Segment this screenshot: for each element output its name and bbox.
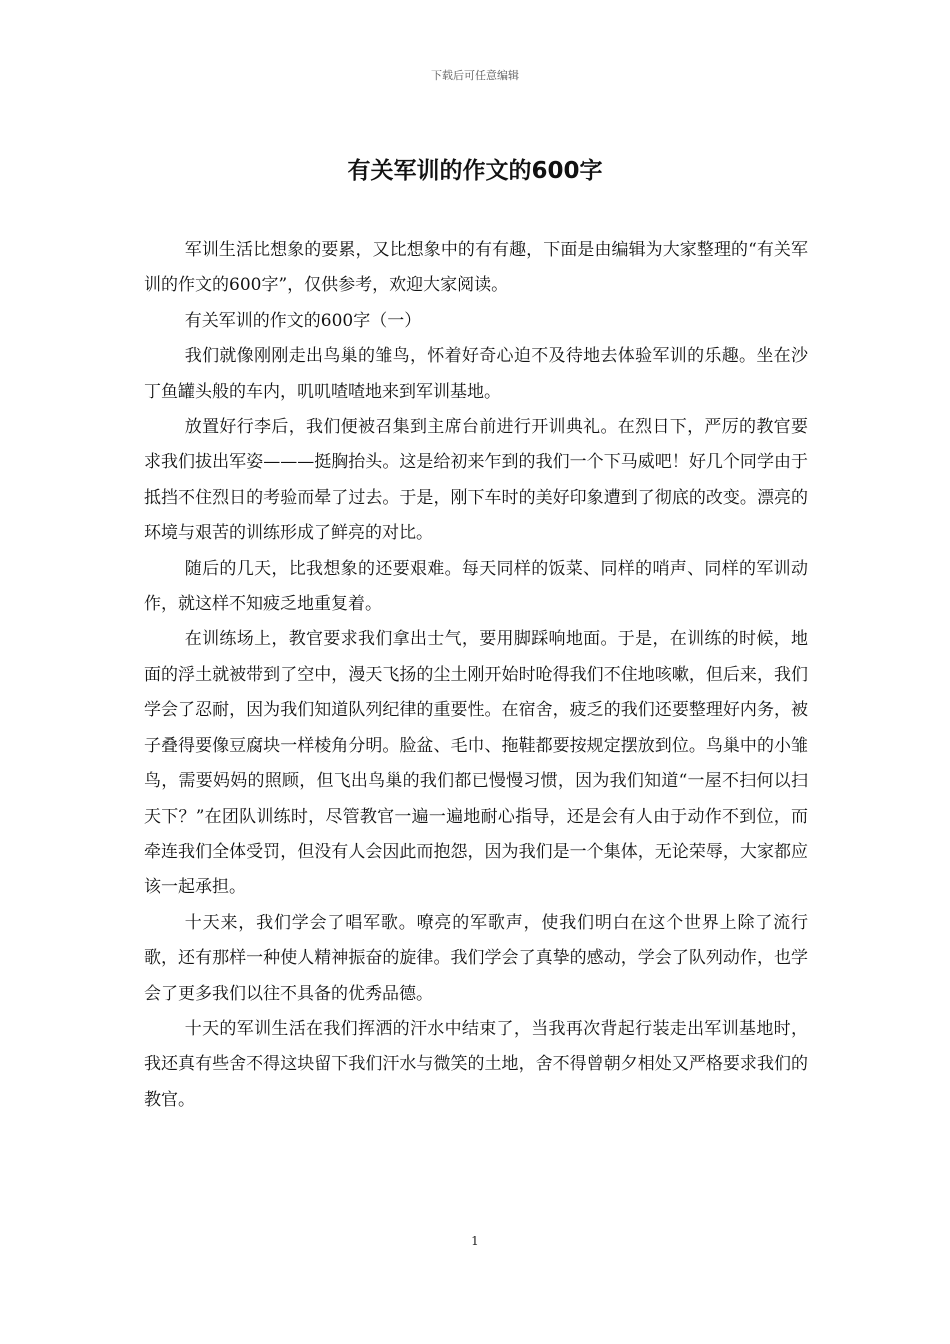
document-title: 有关军训的作文的600字 xyxy=(347,158,603,184)
paragraph-7: 十天的军训生活在我们挥洒的汗水中结束了，当我再次背起行装走出军训基地时，我还真有些舍不得这块留下我们汗水与微笑的土地，舍不得曾朝夕相处又严格要求我们的教官。 xyxy=(144,1018,808,1110)
header-note: 下载后可任意编辑 xyxy=(431,69,519,82)
paragraph-4: 随后的几天，比我想象的还要艰难。每天同样的饭菜、同样的哨声、同样的军训动作，就这样不知疲乏地重复着。 xyxy=(144,558,808,615)
document-body xyxy=(144,233,808,1118)
paragraph-5: 在训练场上，教官要求我们拿出士气，要用脚踩响地面。于是，在训练的时候，地面的浮土就被带到了空中，漫天飞扬的尘土刚开始时呛得我们不住地咳嗽，但后来，我们学会了忍耐，因为我们知道队列纪律的重要性。在宿舍，疲乏的我们还要整理好内务，被子叠得要像豆腐块一样棱角分明。脸盆、毛巾、拖鞋都要按规定摆放到位。鸟巢中的小雏鸟，需要妈妈的照顾，但飞出鸟巢的我们都已慢慢习惯，因为我们知道“一屋不扫何以扫天下？”在团队训练时，尽管教官一遍一遍地耐心指导，还是会有人由于动作不到位，而牵连我们全体受罚，但没有人会因此而抱怨，因为我们是一个集体，无论荣辱，大家都应该一起承担。 xyxy=(144,629,808,898)
paragraph-2: 我们就像刚刚走出鸟巢的雏鸟，怀着好奇心迫不及待地去体验军训的乐趣。坐在沙丁鱼罐头般的车内，叽叽喳喳地来到军训基地。 xyxy=(144,346,808,402)
paragraph-intro: 军训生活比想象的要累，又比想象中的有有趣，下面是由编辑为大家整理的“有关军训的作文的600字”，仅供参考，欢迎大家阅读。 xyxy=(144,240,808,296)
paragraph-3: 放置好行李后，我们便被召集到主席台前进行开训典礼。在烈日下，严厉的教官要求我们拔出军姿———挺胸抬头。这是给初来乍到的我们一个下马威吧！好几个同学由于抵挡不住烈日的考验而晕了过去。于是，刚下车时的美好印象遭到了彻底的改变。漂亮的环境与艰苦的训练形成了鲜亮的对比。 xyxy=(144,417,808,544)
paragraph-subheading: 有关军训的作文的600字（一） xyxy=(184,310,422,331)
page-number: 1 xyxy=(471,1234,479,1248)
paragraph-6: 十天来，我们学会了唱军歌。嘹亮的军歌声，使我们明白在这个世界上除了流行歌，还有那样一种使人精神振奋的旋律。我们学会了真挚的感动，学会了队列动作，也学会了更多我们以往不具备的优秀品德。 xyxy=(144,912,808,1004)
